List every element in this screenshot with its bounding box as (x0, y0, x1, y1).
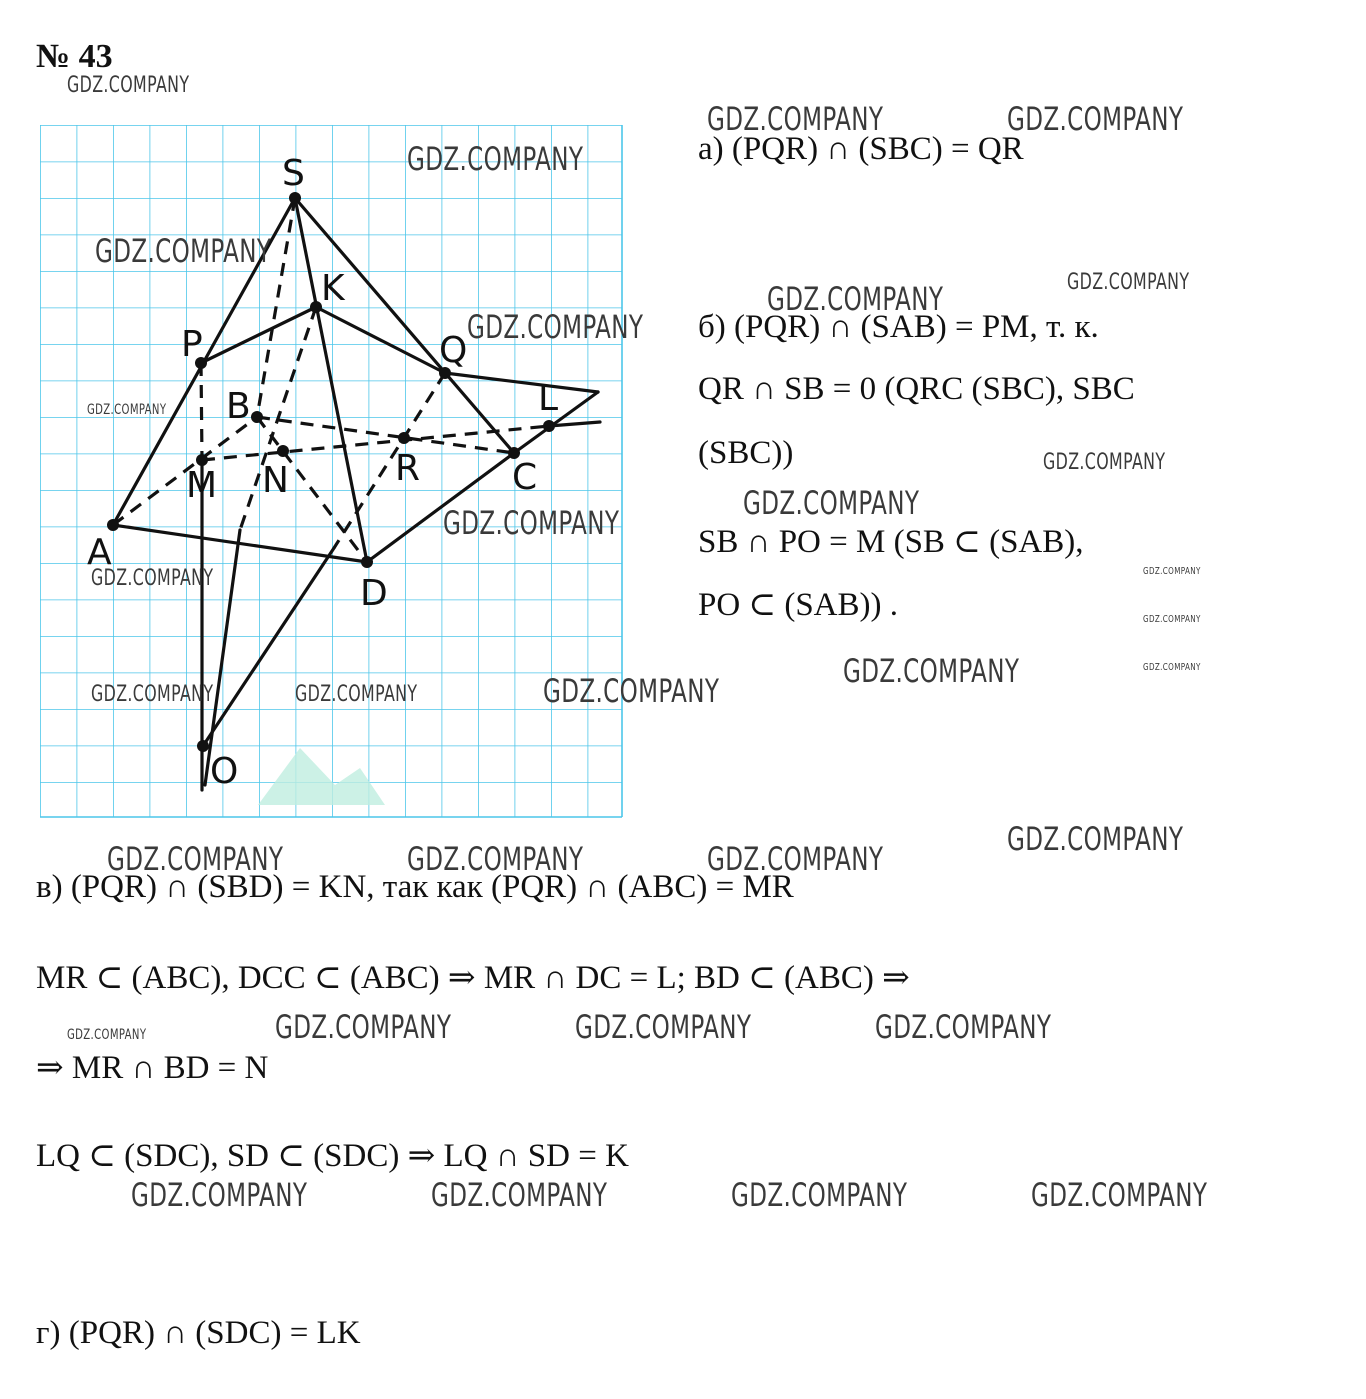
watermark: GDZ.COMPANY (731, 1176, 908, 1214)
watermark: GDZ.COMPANY (1031, 1176, 1208, 1214)
answer-g: г) (PQR) ∩ (SDC) = LK (36, 1315, 361, 1351)
answer-v-line1: в) (PQR) ∩ (SBD) = KN, так как (PQR) ∩ (ABC) = MR (36, 869, 794, 905)
label-N: N (262, 460, 289, 501)
watermark: GDZ.COMPANY (575, 1008, 752, 1046)
label-P: P (181, 324, 203, 365)
watermark: GDZ.COMPANY (91, 682, 214, 707)
watermark: GDZ.COMPANY (1043, 450, 1166, 475)
watermark: GDZ.COMPANY (1007, 100, 1184, 138)
answer-b-line1: б) (PQR) ∩ (SAB) = PM, т. к. (698, 309, 1099, 345)
watermark: GDZ.COMPANY (767, 280, 944, 318)
watermark: GDZ.COMPANY (875, 1008, 1052, 1046)
watermark: GDZ.COMPANY (1007, 820, 1184, 858)
watermark: GDZ.COMPANY (707, 100, 884, 138)
watermark: GDZ.COMPANY (95, 232, 272, 270)
watermark: GDZ.COMPANY (1067, 270, 1190, 295)
watermark: GDZ.COMPANY (87, 402, 167, 418)
watermark: GDZ.COMPANY (407, 140, 584, 178)
label-B: B (226, 386, 251, 427)
watermark: GDZ.COMPANY (431, 1176, 608, 1214)
watermark: GDZ.COMPANY (1143, 614, 1201, 625)
label-Q: Q (439, 330, 468, 371)
watermark: GDZ.COMPANY (67, 1027, 147, 1043)
label-M: M (186, 465, 218, 506)
answer-b-line4: SB ∩ PO = M (SB ⊂ (SAB), (698, 524, 1084, 560)
answer-a: а) (PQR) ∩ (SBC) = QR (698, 131, 1024, 167)
watermark: GDZ.COMPANY (295, 682, 418, 707)
label-K: K (321, 268, 345, 309)
answer-b-line3: (SBC)) (698, 435, 794, 471)
watermark: GDZ.COMPANY (131, 1176, 308, 1214)
watermark: GDZ.COMPANY (707, 840, 884, 878)
watermark: GDZ.COMPANY (407, 840, 584, 878)
answer-b-line2: QR ∩ SB = 0 (QRC (SBC), SBC (698, 371, 1135, 407)
watermark: GDZ.COMPANY (1143, 566, 1201, 577)
watermark: GDZ.COMPANY (743, 484, 920, 522)
label-A: A (87, 532, 112, 573)
watermark: GDZ.COMPANY (443, 504, 620, 542)
problem-number: № 43 (36, 38, 113, 75)
label-D: D (360, 573, 388, 614)
label-R: R (395, 448, 421, 489)
answer-v-line3: ⇒ MR ∩ BD = N (36, 1050, 269, 1086)
label-S: S (282, 153, 305, 194)
watermark: GDZ.COMPANY (67, 73, 190, 98)
label-L: L (538, 378, 559, 419)
watermark: GDZ.COMPANY (275, 1008, 452, 1046)
answer-b-line5: PO ⊂ (SAB)) . (698, 587, 898, 623)
answer-v-line4: LQ ⊂ (SDC), SD ⊂ (SDC) ⇒ LQ ∩ SD = K (36, 1138, 629, 1174)
watermark: GDZ.COMPANY (467, 308, 644, 346)
watermark: GDZ.COMPANY (543, 672, 720, 710)
watermark: GDZ.COMPANY (91, 566, 214, 591)
watermark: GDZ.COMPANY (843, 652, 1020, 690)
label-O: O (210, 751, 239, 792)
answer-v-line2: MR ⊂ (ABC), DCC ⊂ (ABC) ⇒ MR ∩ DC = L; BD ⊂ (ABC) ⇒ (36, 960, 910, 996)
watermark: GDZ.COMPANY (1143, 662, 1201, 673)
label-C: C (512, 457, 538, 498)
watermark: GDZ.COMPANY (107, 840, 284, 878)
